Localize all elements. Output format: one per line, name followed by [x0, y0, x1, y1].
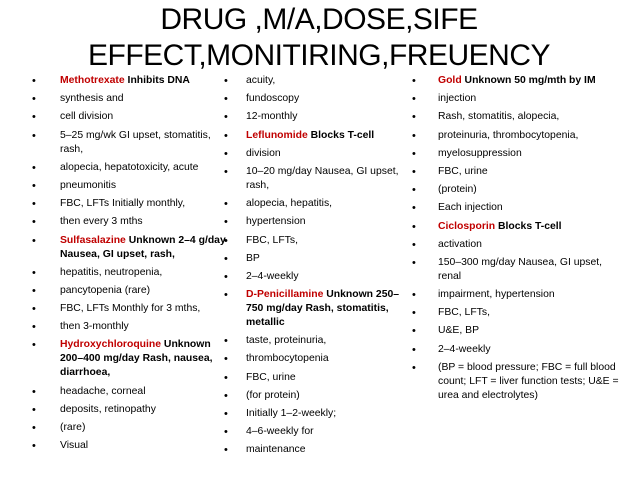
bullet-item: [30, 320, 230, 334]
drug-name: Gold: [438, 75, 462, 86]
bullet-item: [222, 92, 414, 106]
bullet-text: Blocks T-cell: [307, 129, 375, 141]
bullet-item: [410, 220, 626, 234]
bullet-text: proteinuria, thrombocytopenia,: [438, 129, 579, 141]
bullet-item: [30, 92, 230, 106]
bullet-text: alopecia, hepatitis,: [246, 198, 333, 210]
bullet-text: taste, proteinuria,: [246, 335, 327, 347]
bullet-text: headache, corneal: [60, 385, 146, 397]
bullet-text: 5–25 mg/wk GI upset, stomatitis, rash,: [60, 129, 211, 155]
bullet-item: [410, 92, 626, 106]
bullet-item: [410, 324, 626, 338]
bullet-item: [30, 266, 230, 280]
bullet-item: [30, 215, 230, 229]
bullet-text: maintenance: [246, 444, 306, 456]
bullet-text: fundoscopy: [246, 93, 300, 105]
bullet-item: [222, 334, 414, 348]
bullet-text: cell division: [60, 111, 114, 123]
drug-name: D-Penicillamine: [246, 289, 324, 301]
bullet-item: [222, 147, 414, 161]
bullet-item: [410, 306, 626, 320]
bullet-item: [222, 425, 414, 439]
bullet-item: [222, 407, 414, 421]
bullet-item: [30, 284, 230, 298]
drug-name: Leflunomide: [246, 129, 308, 141]
bullet-item: [222, 74, 414, 88]
bullet-item: [222, 197, 414, 211]
bullet-text: hepatitis, neutropenia,: [60, 266, 163, 278]
bullet-item: [222, 352, 414, 366]
bullet-text: U&E, BP: [438, 325, 479, 337]
bullet-text: (BP = blood pressure; FBC = full blood count; LFT = liver function tests; U&E = urea and electrolytes): [438, 361, 619, 401]
bullet-text: FBC, LFTs,: [438, 307, 490, 319]
bullet-text: (rare): [60, 422, 86, 433]
bullet-item: [30, 161, 230, 175]
bullet-text: thrombocytopenia: [246, 353, 329, 365]
bullet-item: [410, 288, 626, 302]
bullet-item: [30, 338, 230, 380]
bullet-item: [410, 361, 626, 403]
bullet-item: [30, 234, 230, 262]
bullet-text: then every 3 mths: [60, 216, 143, 228]
bullet-text: Unknown 250–750 mg/day Rash, stomatitis, metallic: [246, 289, 400, 329]
bullet-text: Inhibits DNA: [124, 75, 190, 86]
bullet-item: [30, 110, 230, 124]
bullet-item: [222, 371, 414, 385]
bullet-item: [410, 201, 626, 215]
bullet-item: [222, 389, 414, 403]
bullet-text: Unknown 2–4 g/day Nausea, GI upset, rash,: [60, 234, 226, 260]
bullet-item: [410, 183, 626, 197]
bullet-item: [30, 439, 230, 453]
bullet-text: pancytopenia (rare): [60, 284, 151, 296]
bullet-text: 12-monthly: [246, 111, 298, 123]
bullet-text: FBC, LFTs,: [246, 234, 298, 246]
drug-name: Hydroxychloroquine: [60, 339, 162, 351]
drug-name: Sulfasalazine: [60, 234, 126, 246]
bullet-item: [222, 252, 414, 266]
column-1: [30, 74, 230, 457]
bullet-item: [30, 302, 230, 316]
column-3: [410, 74, 626, 407]
bullet-item: [30, 74, 230, 88]
bullet-item: [30, 179, 230, 193]
bullet-item: [222, 165, 414, 193]
bullet-item: [222, 443, 414, 457]
bullet-item: [410, 238, 626, 252]
bullet-item: [410, 147, 626, 161]
bullet-item: [30, 403, 230, 417]
bullet-item: [410, 256, 626, 284]
bullet-text: BP: [246, 252, 260, 264]
bullet-text: then 3-monthly: [60, 321, 129, 333]
bullet-item: [30, 421, 230, 435]
bullet-item: [222, 288, 414, 330]
bullet-text: Unknown 50 mg/mth by IM: [461, 75, 596, 86]
bullet-item: [410, 129, 626, 143]
bullet-item: [30, 385, 230, 399]
bullet-text: FBC, urine: [438, 165, 488, 177]
column-2: [222, 74, 414, 462]
bullet-text: injection: [438, 93, 477, 105]
bullet-text: 4–6-weekly for: [246, 426, 314, 438]
bullet-text: hypertension: [246, 216, 306, 228]
bullet-item: [222, 129, 414, 143]
bullet-text: 2–4-weekly: [438, 343, 491, 355]
bullet-item: [410, 74, 626, 88]
drug-name: Methotrexate: [60, 75, 125, 86]
bullet-text: myelosuppression: [438, 147, 522, 159]
bullet-text: acuity,: [246, 75, 276, 86]
bullet-text: deposits, retinopathy: [60, 403, 156, 415]
bullet-item: [30, 197, 230, 211]
bullet-item: [222, 270, 414, 284]
bullet-text: activation: [438, 238, 482, 250]
bullet-text: FBC, urine: [246, 371, 296, 383]
bullet-text: (protein): [438, 184, 477, 196]
bullet-text: impairment, hypertension: [438, 289, 555, 301]
bullet-text: alopecia, hepatotoxicity, acute: [60, 161, 199, 173]
bullet-item: [410, 343, 626, 357]
bullet-text: 2–4-weekly: [246, 270, 299, 282]
bullet-text: Initially 1–2-weekly;: [246, 408, 337, 419]
bullet-text: Unknown 200–400 mg/day Rash, nausea, diarrhoea,: [60, 339, 213, 379]
bullet-text: Rash, stomatitis, alopecia,: [438, 111, 560, 123]
title-line-2: EFFECT,MONITIRING,FREUENCY: [87, 39, 550, 72]
bullet-text: synthesis and: [60, 93, 124, 105]
bullet-item: [222, 215, 414, 229]
drug-name: Ciclosporin: [438, 220, 496, 232]
bullet-text: FBC, LFTs Monthly for 3 mths,: [60, 303, 201, 315]
bullet-item: [222, 234, 414, 248]
bullet-text: (for protein): [246, 389, 300, 401]
bullet-text: pneumonitis: [60, 179, 117, 191]
bullet-item: [410, 110, 626, 124]
bullet-text: division: [246, 147, 281, 159]
bullet-item: [30, 129, 230, 157]
bullet-text: 10–20 mg/day Nausea, GI upset, rash,: [246, 165, 399, 191]
bullet-text: Each injection: [438, 202, 503, 214]
bullet-text: Blocks T-cell: [495, 220, 562, 232]
slide-title: [0, 2, 638, 74]
bullet-text: FBC, LFTs Initially monthly,: [60, 198, 186, 210]
bullet-item: [410, 165, 626, 179]
bullet-text: 150–300 mg/day Nausea, GI upset, renal: [438, 256, 603, 282]
title-line-1: DRUG ,M/A,DOSE,SIFE: [160, 3, 478, 36]
bullet-text: Visual: [60, 440, 89, 452]
bullet-item: [222, 110, 414, 124]
